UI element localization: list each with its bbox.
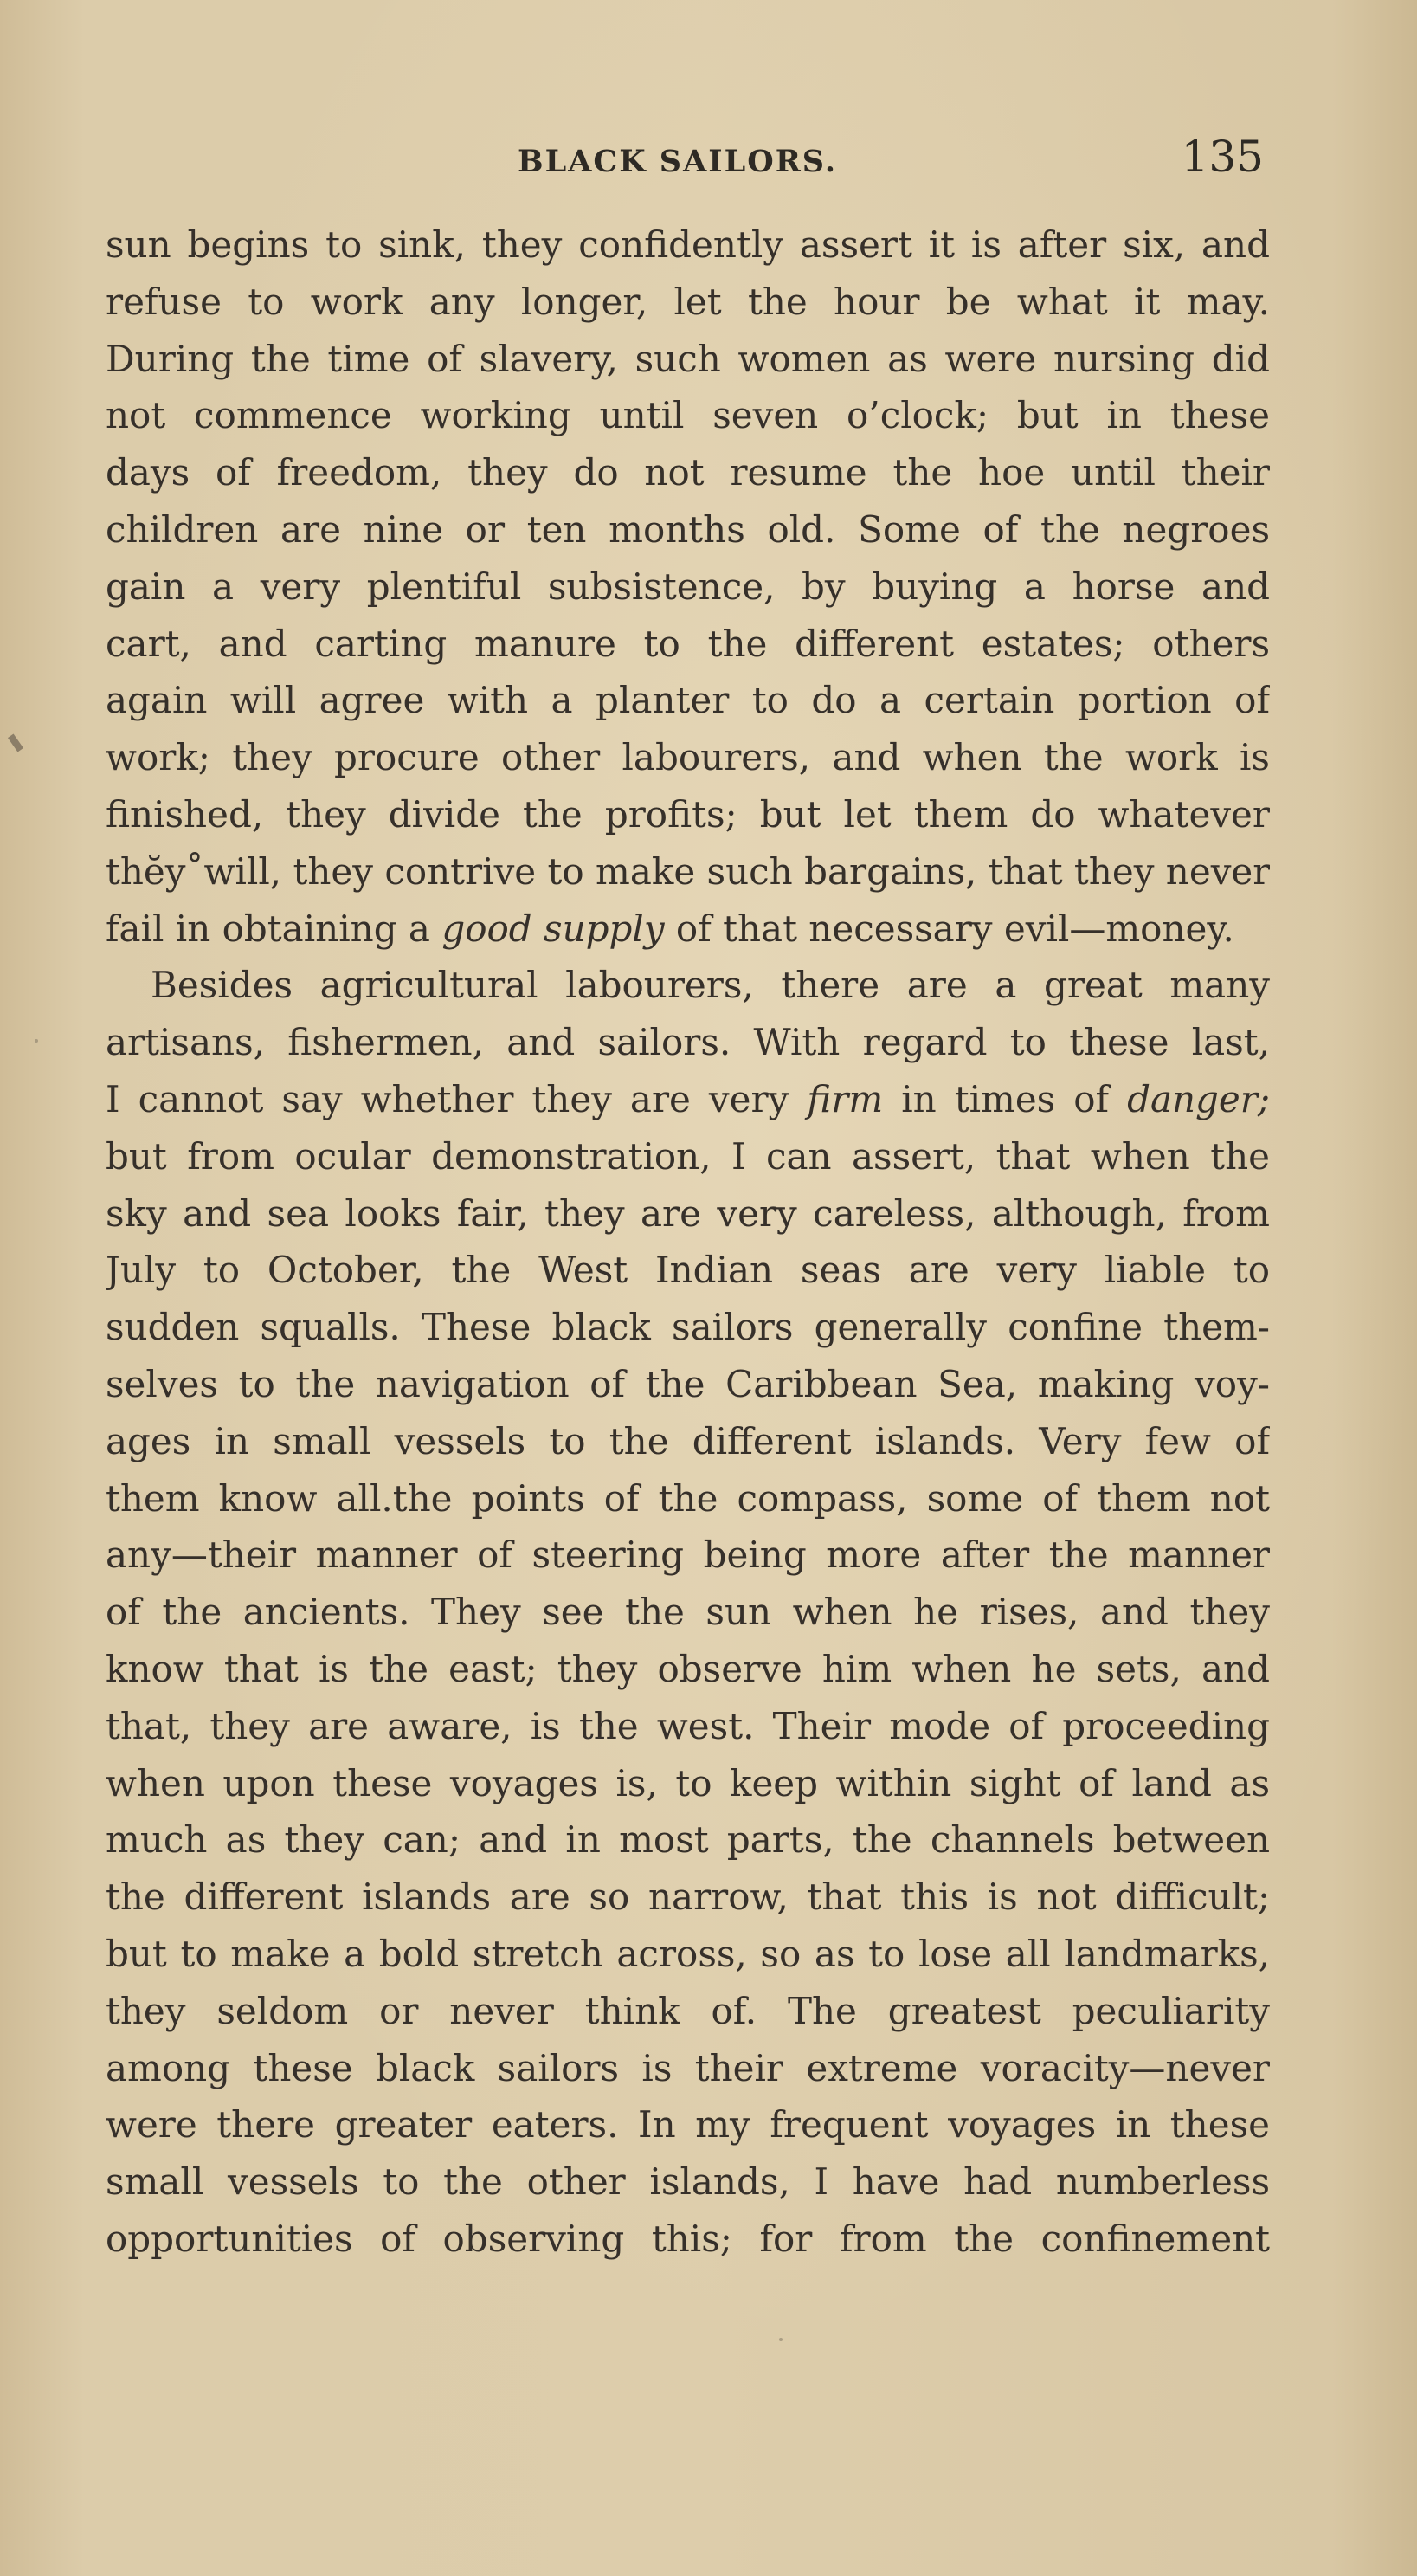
- text-line: days of freedom, they do not resume the hoe until their: [106, 451, 1270, 494]
- text-line: cart, and carting manure to the different estates; others: [106, 622, 1270, 665]
- page-speck: [779, 2338, 783, 2341]
- text-line: them know all.the points of the compass, some of them not: [106, 1476, 1270, 1520]
- paragraph-2: [106, 957, 1270, 2267]
- text-line: the different islands are so narrow, that this is not difficult;: [106, 1876, 1270, 1919]
- text-line: again will agree with a planter to do a certain portion of: [106, 679, 1270, 722]
- text-line: sky and sea looks fair, they are very careless, although, from: [106, 1191, 1270, 1235]
- text-line: thĕy˚will, they contrive to make such bargains, that they never: [106, 849, 1270, 893]
- margin-mark: [8, 734, 23, 752]
- text-line: but to make a bold stretch across, so as to lose all landmarks,: [106, 1932, 1270, 1975]
- text-line: [106, 901, 1270, 958]
- text-run: I cannot say whether they are very: [106, 1077, 808, 1120]
- text-line: work; they procure other labourers, and when the work is: [106, 736, 1270, 779]
- text-line: know that is the east; they observe him when he sets, and: [106, 1647, 1270, 1690]
- italic-phrase: good supply: [441, 907, 665, 950]
- text-run: fail in obtaining a: [106, 907, 442, 950]
- page-header: [518, 132, 1264, 192]
- text-line: children are nine or ten months old. Some of the negroes: [106, 507, 1270, 551]
- text-line: ages in small vessels to the different islands. Very few of: [106, 1419, 1270, 1462]
- text-line: small vessels to the other islands, I have had numberless: [106, 2160, 1270, 2204]
- text-line: sun begins to sink, they confidently assert it is after six, and: [106, 223, 1270, 266]
- text-line: not commence working until seven o’clock; but in these: [106, 394, 1270, 437]
- text-line: of the ancients. They see the sun when he rises, and they: [106, 1591, 1270, 1634]
- text-line: they seldom or never think of. The greatest peculiarity: [106, 1989, 1270, 2032]
- text-line: selves to the navigation of the Caribbean Sea, making voy-: [106, 1362, 1270, 1405]
- text-line: but from ocular demonstration, I can assert, that when the: [106, 1134, 1270, 1178]
- text-line: when upon these voyages is, to keep within sight of land as: [106, 1761, 1270, 1804]
- text-line: [106, 1071, 1270, 1128]
- text-line: refuse to work any longer, let the hour be what it may.: [106, 280, 1270, 323]
- text-line: July to October, the West Indian seas are very liable to: [106, 1249, 1270, 1292]
- text-run: of that necessary evil—money.: [664, 907, 1234, 950]
- text-line: artisans, fishermen, and sailors. With regard to these last,: [106, 1021, 1270, 1064]
- text-line: opportunities of observing this; for from the confinement: [106, 2217, 1270, 2260]
- running-head: BLACK SAILORS.: [518, 144, 838, 179]
- text-run: in times of: [883, 1077, 1128, 1120]
- text-line: finished, they divide the profits; but let them do whatever: [106, 792, 1270, 836]
- text-line: among these black sailors is their extreme voracity—never: [106, 2046, 1270, 2089]
- text-line: gain a very plentiful subsistence, by buying a horse and: [106, 565, 1270, 608]
- text-line: were there greater eaters. In my frequent voyages in these: [106, 2103, 1270, 2147]
- italic-word: firm: [807, 1077, 884, 1120]
- text-line: any—their manner of steering being more after the manner: [106, 1533, 1270, 1577]
- italic-word: danger;: [1127, 1077, 1270, 1120]
- body-text: [106, 216, 1270, 2268]
- text-line: much as they can; and in most parts, the channels between: [106, 1818, 1270, 1862]
- page-speck: [35, 1039, 38, 1043]
- text-line: During the time of slavery, such women as were nursing did: [106, 337, 1270, 380]
- text-line: that, they are aware, is the west. Their mode of proceeding: [106, 1704, 1270, 1747]
- text-line: sudden squalls. These black sailors generally confine them-: [106, 1306, 1270, 1349]
- page-number: 135: [1181, 132, 1264, 182]
- paragraph-1: [106, 216, 1270, 957]
- text-line: Besides agricultural labourers, there are a great many: [151, 964, 1270, 1007]
